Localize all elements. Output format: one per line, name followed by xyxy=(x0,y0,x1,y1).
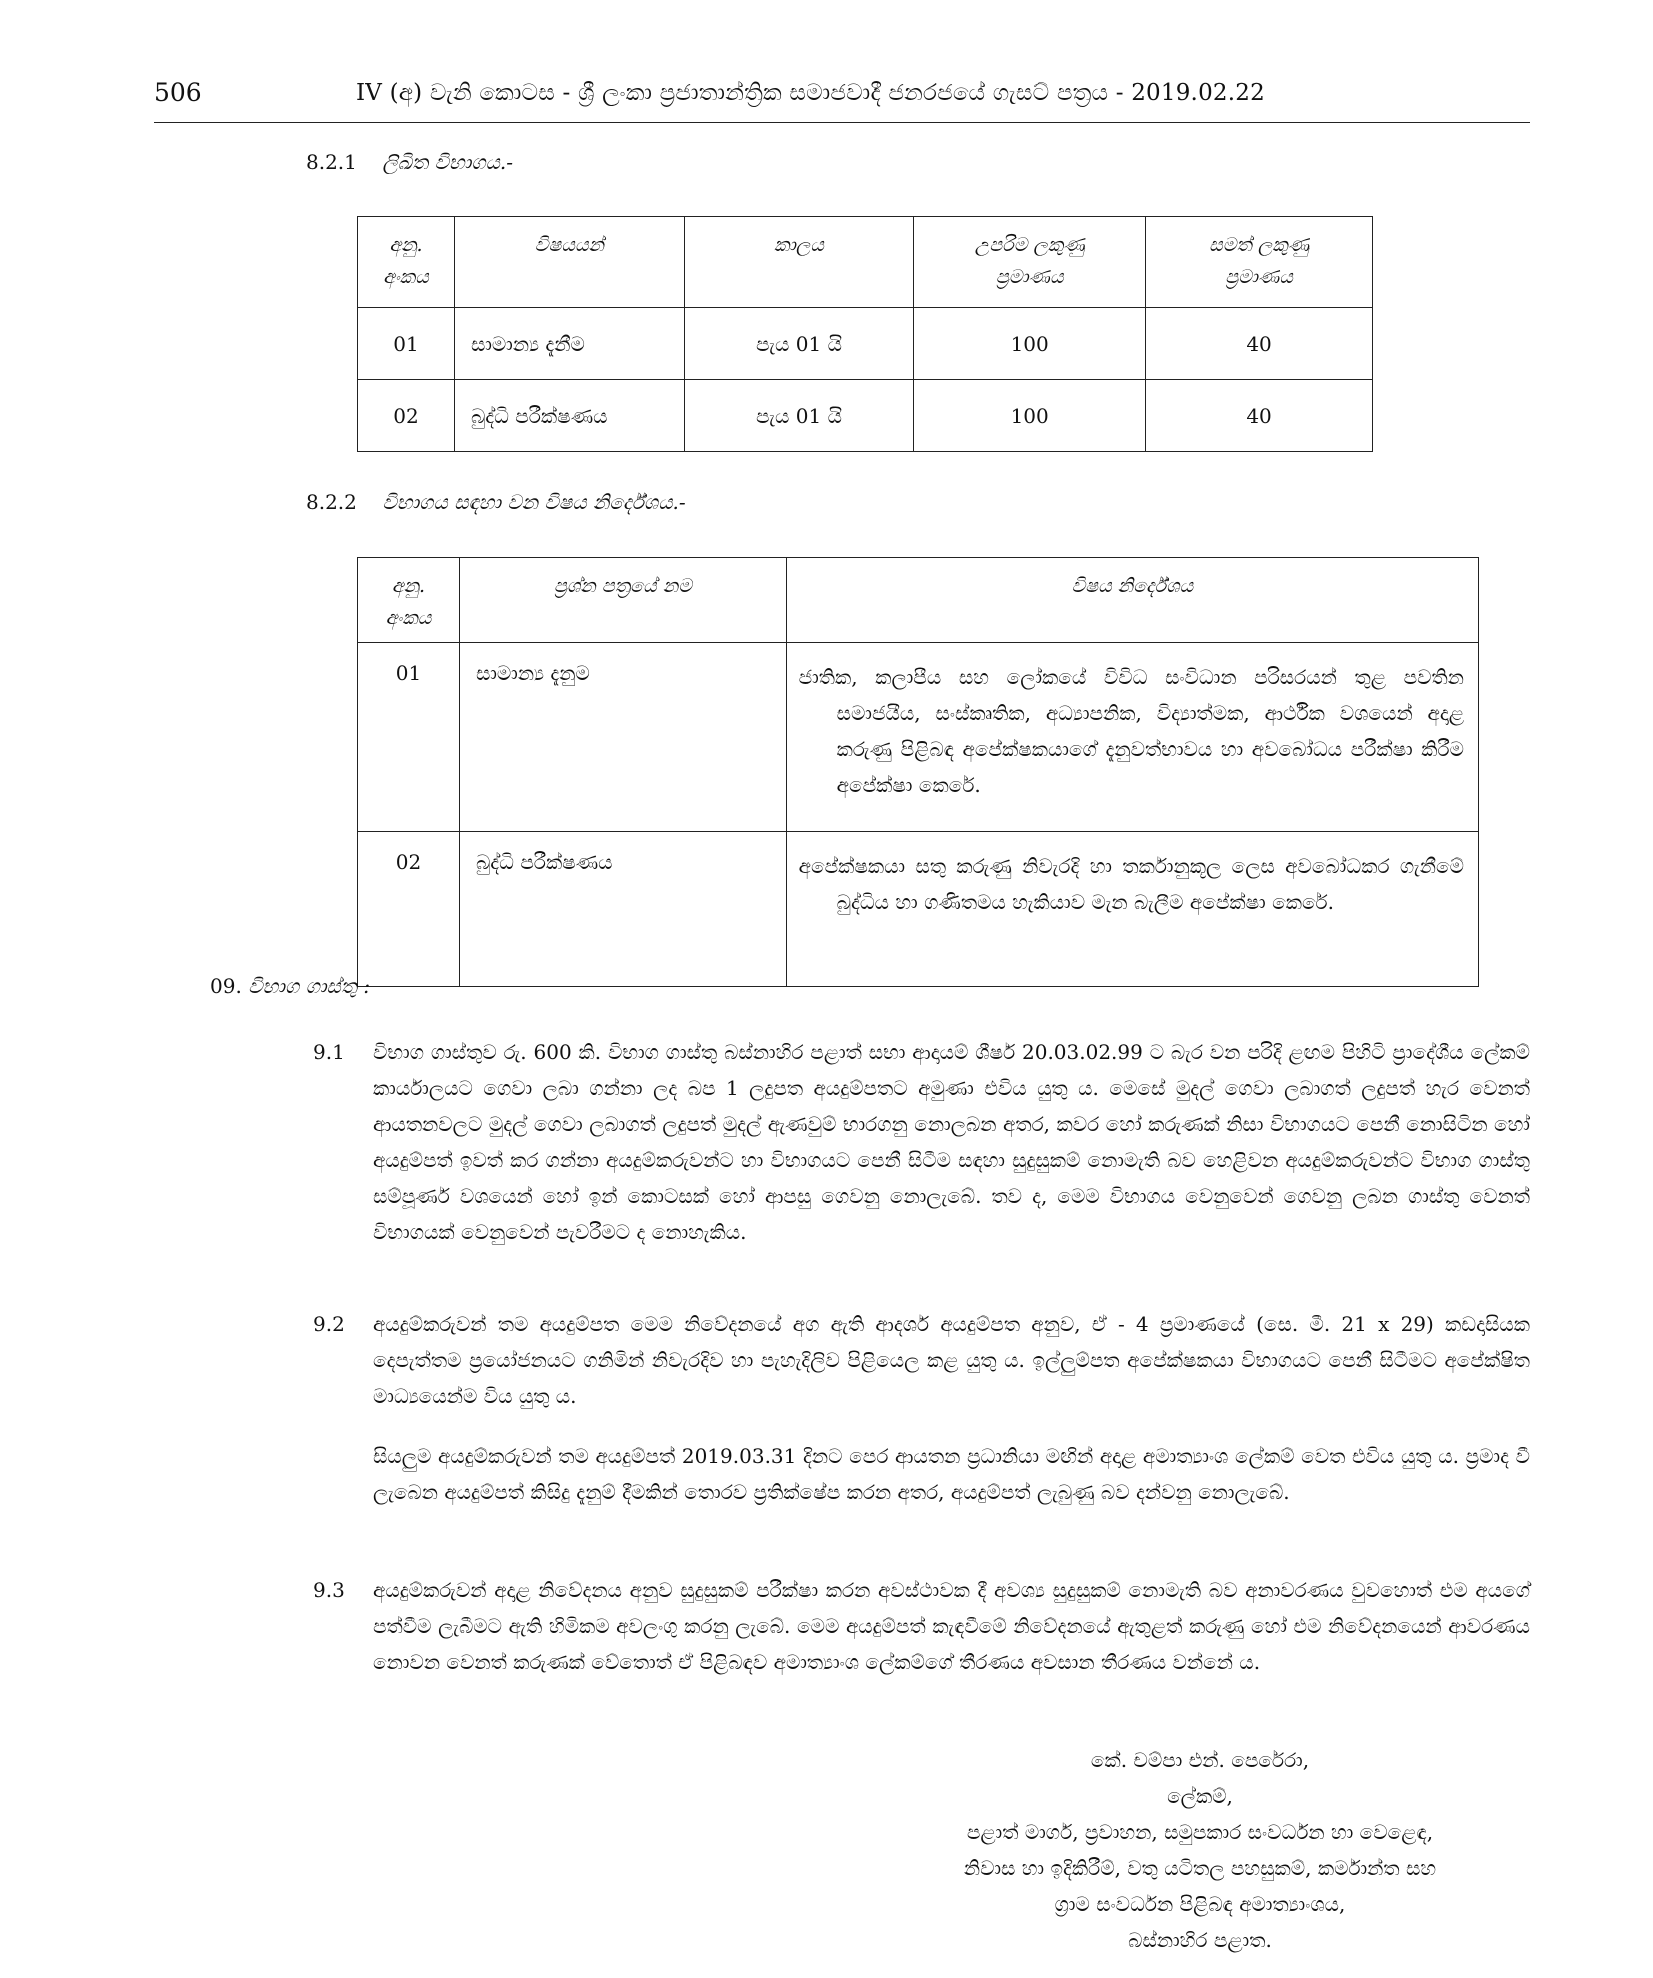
col-header-syllabus: විෂය නිර්දේශය xyxy=(786,558,1478,643)
cell-max-marks: 100 xyxy=(914,308,1146,380)
signatory-name: කේ. චම්පා එන්. පෙරේරා, xyxy=(1090,1748,1310,1772)
cell-syllabus xyxy=(786,643,1478,832)
cell-serial: 01 xyxy=(358,308,455,380)
table-header-row xyxy=(358,217,1373,308)
syllabus-text: ජාතික, කලාපීය සහ ලෝකයේ විවිධ සංවිධාන පරිසරයන් තුළ පවතින සමාජයීය, සංස්කෘතික, අධ්‍යාපනික, විද්‍යාත්මක, ආර්ථික වශයෙන් අදාළ කරුණු පිළිබඳ අපේක්ෂකයාගේ දැනුවත්භාවය හා අවබෝධය පරීක්ෂා කිරීම අපේක්ෂා කෙරේ. xyxy=(798,665,1464,797)
cell-max-marks: 100 xyxy=(914,380,1146,452)
cell-pass-marks: 40 xyxy=(1146,380,1373,452)
page-number: 506 xyxy=(154,78,202,107)
signature-block xyxy=(880,1742,1520,1958)
cell-duration: පැය 01 යි xyxy=(684,380,914,452)
col-header-serial: අනු. අංකය xyxy=(358,217,455,308)
section-09-heading xyxy=(210,974,370,998)
para-92b: සියලුම අයදුම්කරුවන් තම අයදුම්පත් 2019.03.31 දිනට පෙර ආයතන ප්‍රධානියා මඟින් අදාළ අමාත්‍යාංශ ලේකම් වෙත එවිය යුතු ය. ප්‍රමාද වී ලැබෙන අයදුම්පත් කිසිදු දැනුම් දීමකින් තොරව ප්‍රතික්ෂේප කරන අතර, අයදුම්පත් ලැබුණු බව දන්වනු නොලැබේ. xyxy=(373,1444,1530,1504)
section-title: ලිඛිත විභාගය.- xyxy=(382,150,514,174)
section-number: 8.2.1 xyxy=(306,150,357,174)
cell-serial: 02 xyxy=(358,832,460,987)
col-header-subjects: විෂයයන් xyxy=(454,217,684,308)
ministry-line-1: පළාත් මාර්ග, ප්‍රවාහන, සමුපකාර සංවර්ධන හා වෙළෙඳ, xyxy=(966,1820,1434,1844)
cell-serial: 01 xyxy=(358,643,460,832)
cell-duration: පැය 01 යි xyxy=(684,308,914,380)
table-row xyxy=(358,832,1479,987)
table-row xyxy=(358,380,1373,452)
table-row xyxy=(358,308,1373,380)
signatory-designation: ලේකම්, xyxy=(1167,1784,1233,1808)
col-header-paper-name: ප්‍රශ්න පත්‍රයේ නම xyxy=(459,558,786,643)
header-divider xyxy=(154,122,1530,123)
section-title: විභාගය සඳහා වන විෂය නිර්දේශය.- xyxy=(382,490,686,514)
para-91: විභාග ගාස්තුව රු. 600 කි. විභාග ගාස්තු බස්නාහිර පළාත් සභා ආදායම් ශීර්ෂ 20.03.02.99 ට බැර වන පරිදි ළඟම පිහිටි ප්‍රාදේශීය ලේකම් කාර්යාලයට ගෙවා ලබා ගන්නා ලද බප 1 ලදුපත අයදුම්පතට අමුණා එවිය යුතු ය. මෙසේ මුදල් ගෙවා ලබාගත් ලදුපත් හැර වෙනත් ආයතනවලට මුදල් ගෙවා ලබාගත් ලදුපත් මුදල් ඇණවුම් භාරගනු නොලබන අතර, කවර හෝ කරුණක් නිසා විභාගයට පෙනී නොසිටින හෝ අයදුම්පත් ඉවත් කර ගන්නා අයදුම්කරුවන්ට හා විභාගයට පෙනී සිටීම සඳහා සුදුසුකම් නොමැති බව හෙළිවන අයදුම්කරුවන්ට විභාග ගාස්තු සම්පූර්ණ වශයෙන් හෝ ඉන් කොටසක් හෝ ආපසු ගෙවනු නොලැබේ. තව ද, මෙම විභාගය වෙනුවෙන් ගෙවනු ලබන ගාස්තු වෙනත් විභාගයක් වෙනුවෙන් පැවරීමට ද නොහැකිය. xyxy=(373,1040,1530,1244)
written-exam-table xyxy=(357,216,1373,452)
section-number: 8.2.2 xyxy=(306,490,357,514)
gazette-header-title: IV (අ) වැනි කොටස - ශ්‍රී ලංකා ප්‍රජාතාන්ත්‍රික සමාජවාදී ජනරජයේ ගැසට් පත්‍රය - 2019.02.22 xyxy=(356,80,1265,106)
table-row xyxy=(358,643,1479,832)
ministry-line-3: ග්‍රාම සංවර්ධන පිළිබඳ අමාත්‍යාංශය, xyxy=(1054,1892,1346,1916)
section-number: 09. xyxy=(210,974,242,998)
syllabus-table xyxy=(357,557,1479,987)
para-92a: අයදුම්කරුවන් තම අයදුම්පත මෙම නිවේදනයේ අග ඇති ආදර්ශ අයදුම්පත අනුව, ඒ - 4 ප්‍රමාණයේ (සෙ. මී. 21 x 29) කඩදාසියක දෙපැත්තම ප්‍රයෝජනයට ගනිමින් නිවැරදිව හා පැහැදිලිව පිළියෙල කළ යුතු ය. ඉල්ලුම්පත අපේක්ෂකයා විභාගයට පෙනී සිටීමට අපේක්ෂිත මාධ්‍යයෙන්ම විය යුතු ය. xyxy=(373,1312,1530,1408)
province-line: බස්නාහිර පළාත. xyxy=(1128,1928,1272,1952)
ministry-line-2: නිවාස හා ඉදිකිරීම්, වතු යටිතල පහසුකම්, කර්මාන්ත සහ xyxy=(963,1856,1437,1880)
cell-paper-name: සාමාන්‍ය දැනුම xyxy=(459,643,786,832)
col-header-max-marks: උපරිම ලකුණු ප්‍රමාණය xyxy=(914,217,1146,308)
table-header-row xyxy=(358,558,1479,643)
col-header-serial: අනු. අංකය xyxy=(358,558,460,643)
cell-serial: 02 xyxy=(358,380,455,452)
cell-pass-marks: 40 xyxy=(1146,308,1373,380)
section-821-heading xyxy=(306,150,513,174)
para-93: අයදුම්කරුවන් අදාළ නිවේදනය අනුව සුදුසුකම් පරීක්ෂා කරන අවස්ථාවක දී අවශ්‍ය සුදුසුකම් නොමැති බව අනාවරණය වුවහොත් එම අයගේ පත්වීම ලැබීමට ඇති හිමිකම අවලංගු කරනු ලැබේ. මෙම අයදුම්පත් කැඳවීමේ නිවේදනයේ ඇතුළත් කරුණු හෝ එම නිවේදනයෙන් ආවරණය නොවන වෙනත් කරුණක් වේතොත් ඒ පිළිබඳව අමාත්‍යාංශ ලේකම්ගේ තීරණය අවසාන තීරණය වන්නේ ය. xyxy=(373,1578,1530,1674)
para-number-91: 9.1 xyxy=(313,1040,345,1064)
col-header-duration: කාලය xyxy=(684,217,914,308)
section-title: විභාග ගාස්තු : xyxy=(248,974,371,998)
para-number-93: 9.3 xyxy=(313,1578,345,1602)
cell-syllabus xyxy=(786,832,1478,987)
para-number-92: 9.2 xyxy=(313,1312,345,1336)
col-header-pass-marks: සමත් ලකුණු ප්‍රමාණය xyxy=(1146,217,1373,308)
section-822-heading xyxy=(306,490,686,514)
cell-paper-name: බුද්ධි පරීක්ෂණය xyxy=(459,832,786,987)
syllabus-text: අපේක්ෂකයා සතු කරුණු නිවැරදි හා තර්කානුකූල ලෙස අවබෝධකර ගැනීමේ බුද්ධිය හා ගණිතමය හැකියාව මැන බැලීම අපේක්ෂා කෙරේ. xyxy=(798,854,1464,914)
cell-subject: බුද්ධි පරීක්ෂණය xyxy=(454,380,684,452)
cell-subject: සාමාන්‍ය දැනීම xyxy=(454,308,684,380)
